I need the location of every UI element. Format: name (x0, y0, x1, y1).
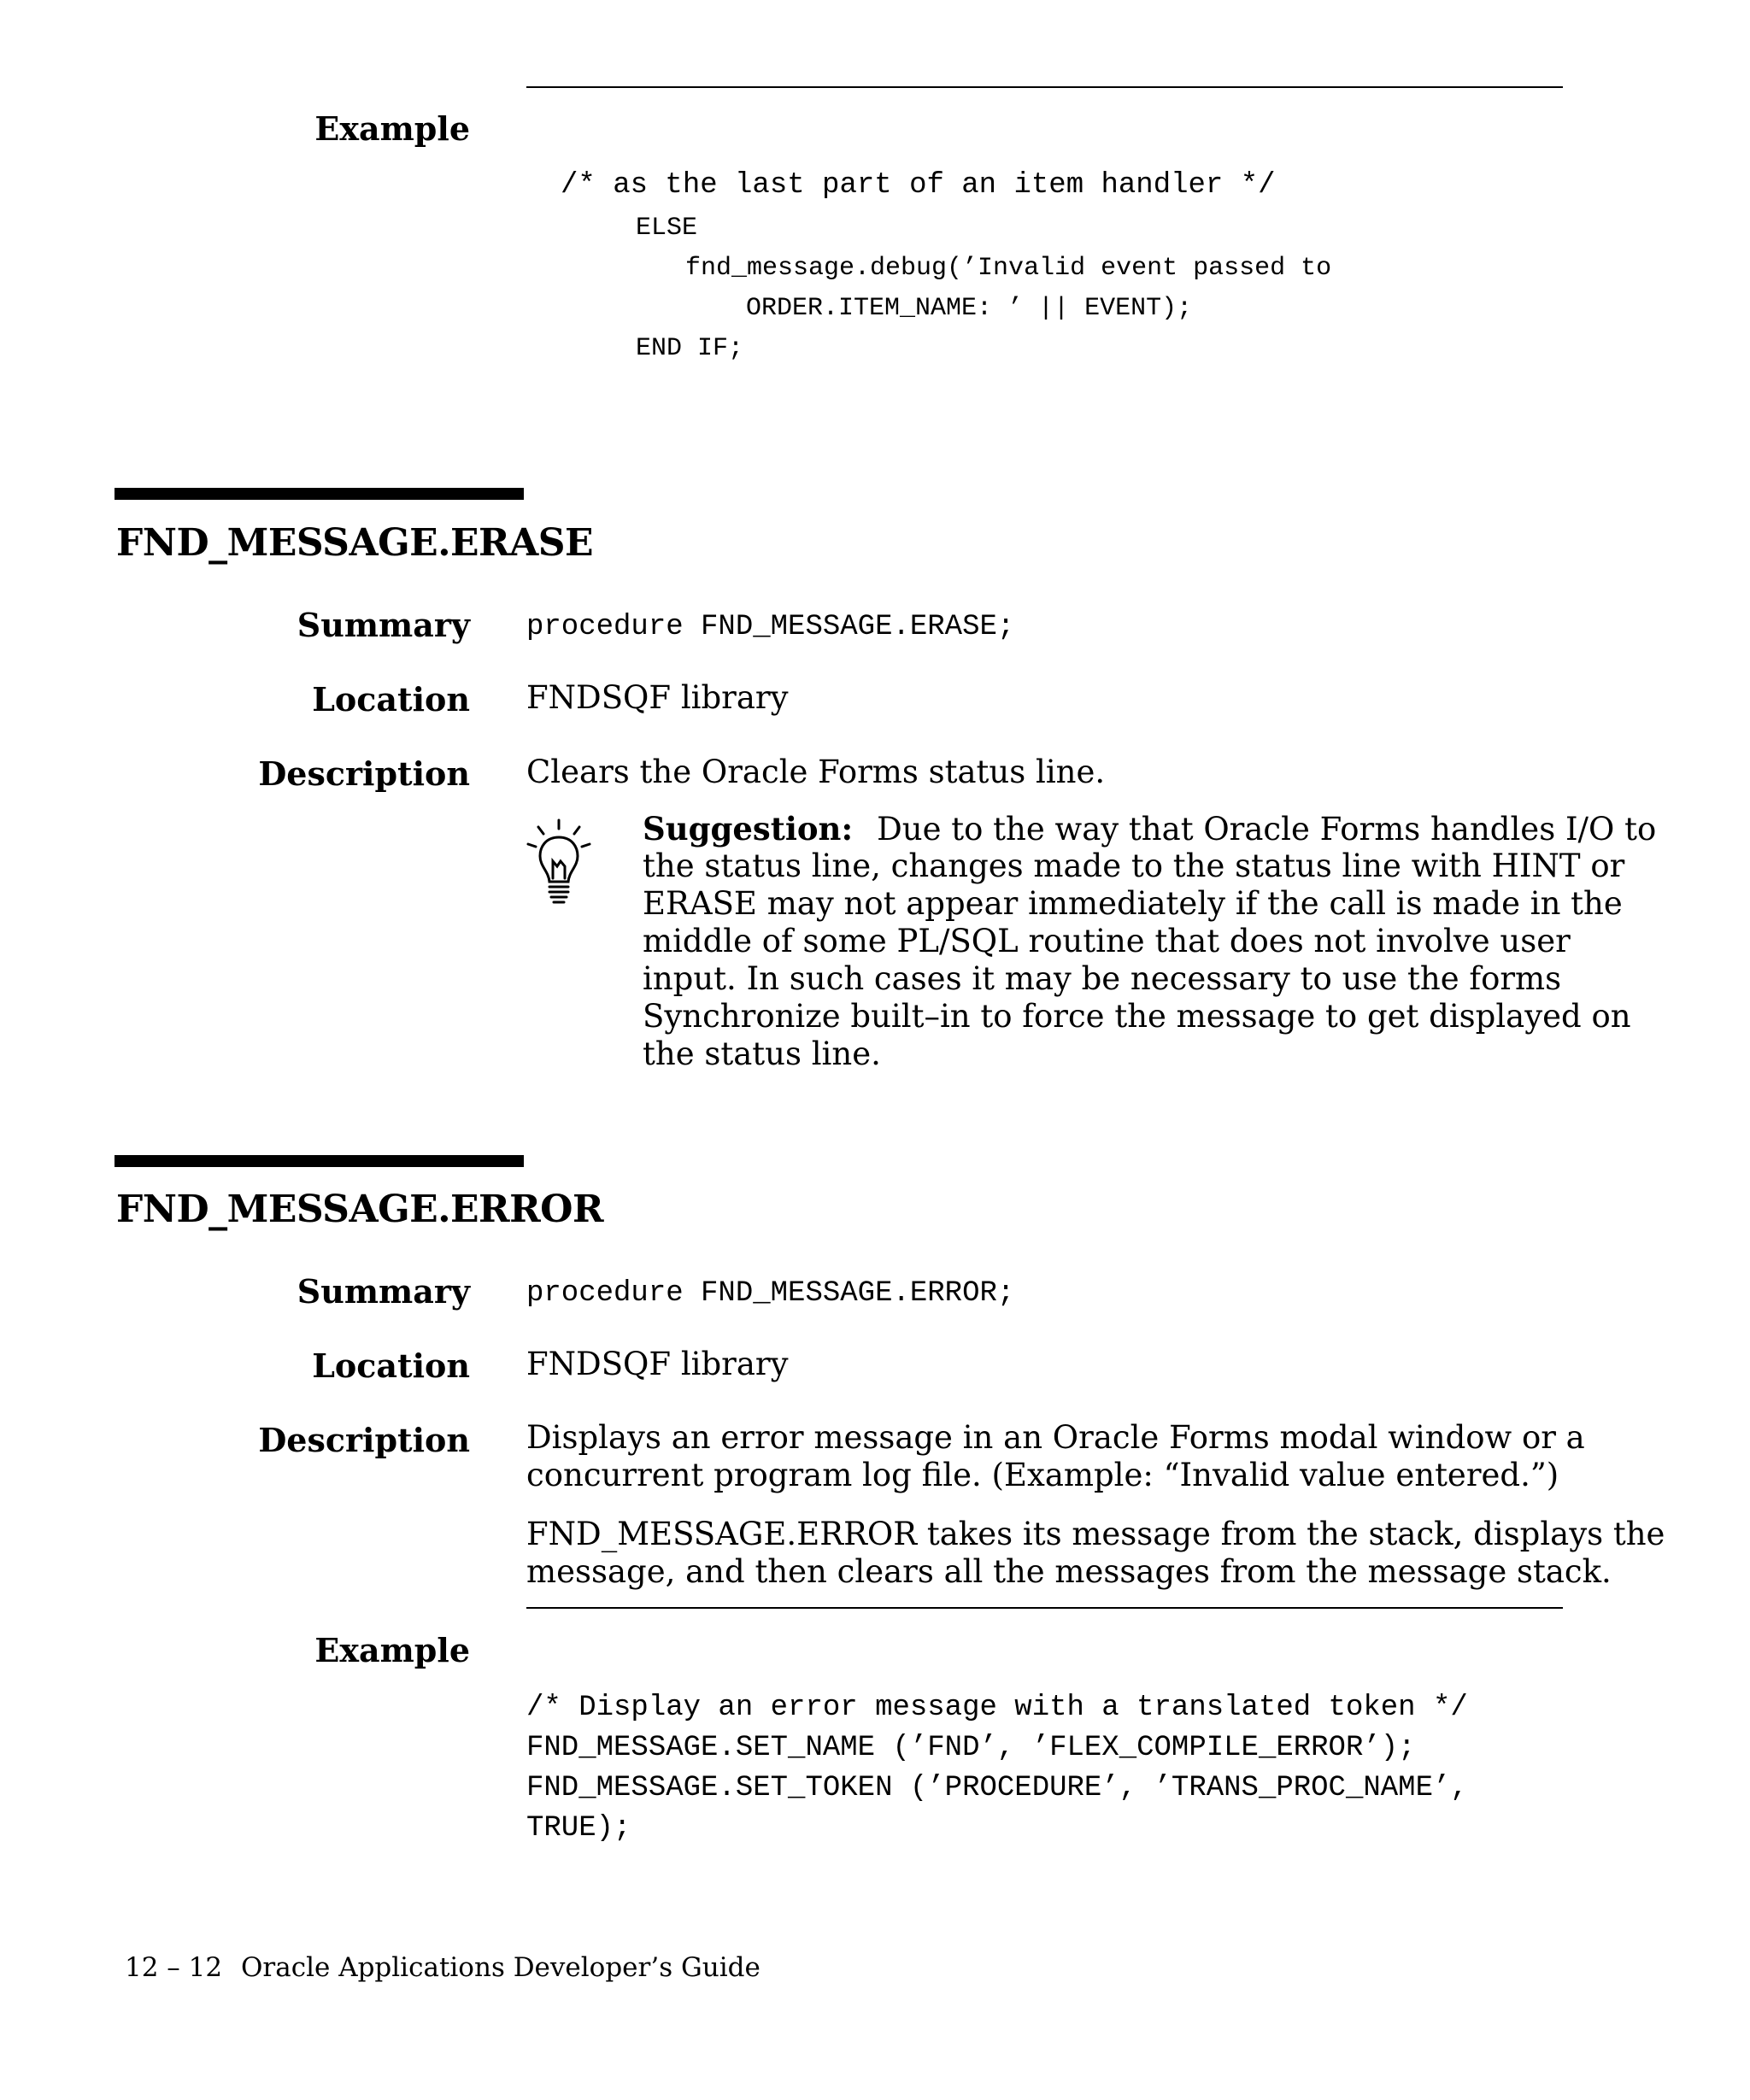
location-label-erase: Location (312, 680, 470, 719)
top-rule (526, 86, 1563, 88)
code-line: ELSE (636, 214, 698, 243)
suggestion-line: input. In such cases it may be necessary to use the forms (643, 960, 1562, 997)
suggestion-line: the status line. (643, 1035, 881, 1072)
description2-line: message, and then clears all the messages from the message stack. (526, 1553, 1612, 1590)
code-line: ORDER.ITEM_NAME: ’ || EVENT); (746, 294, 1193, 323)
example-rule-error (526, 1607, 1563, 1609)
section-bar-error (115, 1155, 524, 1167)
description-label-error: Description (258, 1421, 470, 1459)
suggestion-line (643, 810, 1656, 848)
summary-label-erase: Summary (297, 606, 470, 644)
description-erase: Clears the Oracle Forms status line. (526, 754, 1106, 790)
code-line: /* as the last part of an item handler */ (561, 169, 1276, 202)
location-erase: FNDSQF library (526, 679, 789, 716)
example-label-top: Example (314, 109, 470, 148)
code-line: fnd_message.debug(’Invalid event passed to (685, 254, 1332, 283)
section-title-error: FND_MESSAGE.ERROR (116, 1188, 604, 1231)
summary-code-erase: procedure FND_MESSAGE.ERASE; (526, 611, 1015, 643)
code-line: FND_MESSAGE.SET_TOKEN (’PROCEDURE’, ’TRANS_PROC_NAME’, (526, 1772, 1468, 1804)
suggestion-line: ERASE may not appear immediately if the call is made in the (643, 885, 1623, 922)
suggestion-line: middle of some PL/SQL routine that does not involve user (643, 923, 1571, 959)
description-label-erase: Description (258, 754, 470, 793)
summary-code-error: procedure FND_MESSAGE.ERROR; (526, 1277, 1015, 1310)
suggestion-text: Due to the way that Oracle Forms handles I/O to (877, 811, 1657, 848)
code-line: /* Display an error message with a translated token */ (526, 1692, 1468, 1724)
book-title: Oracle Applications Developer’s Guide (241, 1952, 760, 1983)
page-number: 12 – 12 (125, 1952, 223, 1983)
section-bar-erase (115, 488, 524, 500)
lightbulb-icon (523, 818, 595, 907)
summary-label-error: Summary (297, 1272, 470, 1311)
code-line: FND_MESSAGE.SET_NAME (’FND’, ’FLEX_COMPILE_ERROR’); (526, 1732, 1416, 1764)
description-line: Displays an error message in an Oracle Forms modal window or a (526, 1419, 1585, 1456)
section-title-erase: FND_MESSAGE.ERASE (116, 521, 594, 565)
description-line: concurrent program log file. (Example: “Invalid value entered.”) (526, 1457, 1559, 1493)
code-line: END IF; (636, 334, 744, 363)
example-label-error: Example (314, 1631, 470, 1669)
location-error: FNDSQF library (526, 1346, 789, 1382)
suggestion-line: the status line, changes made to the status line with HINT or (643, 848, 1625, 884)
location-label-error: Location (312, 1346, 470, 1385)
suggestion-line: Synchronize built–in to force the message to get displayed on (643, 998, 1631, 1035)
suggestion-label: Suggestion: (643, 810, 854, 848)
description2-line: FND_MESSAGE.ERROR takes its message from the stack, displays the (526, 1516, 1665, 1552)
code-line: TRUE); (526, 1812, 631, 1845)
